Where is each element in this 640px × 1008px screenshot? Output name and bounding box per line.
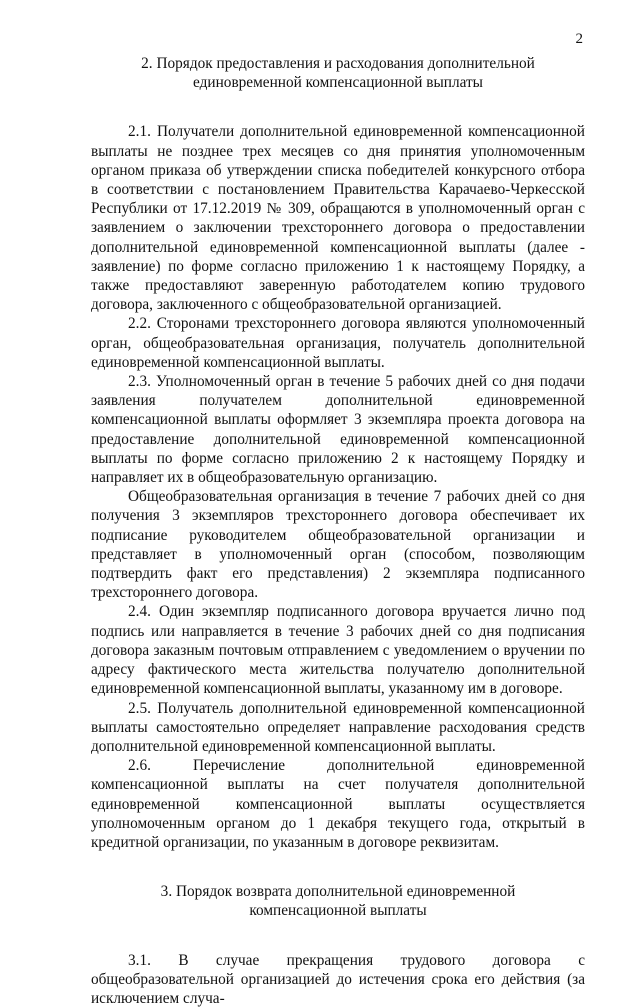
spacer bbox=[91, 92, 585, 122]
paragraph-2-3: 2.3. Уполномоченный орган в течение 5 рабочих дней со дня подачи заявления получателем дополнительной единовременной компенсационной выплаты оформляет 3 экземпляра проекта договора на предоставление дополнительной единовременной компенсационной выплаты по форме согласно приложению 2 к настоящему Порядку и направляет их в общеобразовательную организацию. bbox=[91, 373, 585, 487]
paragraph-2-4: 2.4. Один экземпляр подписанного договора вручается лично под подпись или направляется в течение 3 рабочих дней со дня подписания договора заказным почтовым отправлением с уведомлением о вручении по адресу фактического места жительства получателю дополнительной единовременной компенсационной выплаты, указанному им в договоре. bbox=[91, 603, 585, 698]
section-3-heading bbox=[91, 882, 585, 920]
spacer bbox=[91, 921, 585, 951]
paragraph-3-1: 3.1. В случае прекращения трудового договора с общеобразовательной организацией до истечения срока его действия (за исключением случа- bbox=[91, 951, 585, 1007]
paragraph-2-6: 2.6. Перечисление дополнительной единовременной компенсационной выплаты на счет получателя дополнительной единовременной компенсационной выплаты осуществляется уполномоченным органом до 1 декабря текущего года, открытый в кредитной организации, по указанным в договоре реквизитам. bbox=[91, 757, 585, 851]
page-number: 2 bbox=[575, 31, 583, 47]
section-3-heading-line-2: компенсационной выплаты bbox=[249, 902, 427, 920]
paragraph-2-1: 2.1. Получатели дополнительной единовременной компенсационной выплаты не позднее трех месяцев со дня принятия уполномоченным органом приказа об утверждении списка победителей конкурсного отбора в соответствии с постановлением Правительства Карачаево-Черкесской Республики от 17.12.2019 № 309, обращаются в уполномоченный орган с заявлением о заключении трехстороннего договора о предоставлении дополнительной единовременной компенсационной выплаты (далее - заявление) по форме согласно приложению 1 к настоящему Порядку, а также предоставляют заверенную работодателем копию трудового договора, заключенного с общеобразовательной организацией. bbox=[91, 123, 585, 314]
paragraph-2-3-continued: Общеобразовательная организация в течение 7 рабочих дней со дня получения 3 экземпляров трехстороннего договора обеспечивает их подписание руководителем общеобразовательной организации и представляет в уполномоченный орган (способом, позволяющим подтвердить факт его представления) 2 экземпляра подписанного трехстороннего договора. bbox=[91, 488, 585, 602]
section-3-heading-line-1: 3. Порядок возврата дополнительной единовременной bbox=[160, 883, 516, 901]
section-2-heading-line-2: единовременной компенсационной выплаты bbox=[193, 74, 483, 92]
paragraph-2-2: 2.2. Сторонами трехстороннего договора являются уполномоченный орган, общеобразовательная организация, получатель дополнительной единовременной компенсационной выплаты. bbox=[91, 315, 585, 371]
document-body bbox=[91, 54, 585, 1008]
section-2-heading bbox=[91, 54, 585, 92]
section-2-heading-line-1: 2. Порядок предоставления и расходования дополнительной bbox=[141, 55, 535, 72]
spacer bbox=[91, 852, 585, 882]
paragraph-2-5: 2.5. Получатель дополнительной единовременной компенсационной выплаты самостоятельно определяет направление расходования средств дополнительной единовременной компенсационной выплаты. bbox=[91, 699, 585, 755]
